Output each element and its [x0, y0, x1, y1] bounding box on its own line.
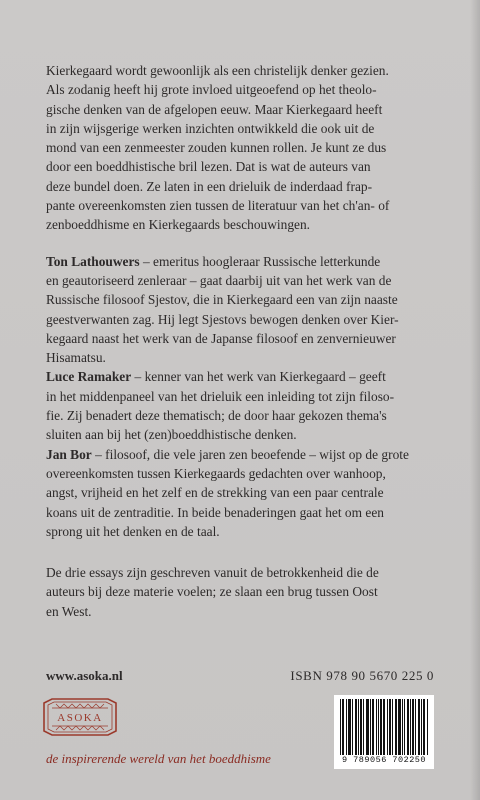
author-name: Luce Ramaker: [46, 369, 132, 385]
logo-text: ASOKA: [57, 712, 103, 724]
author-paragraph-lathouwers: Ton Lathouwers – emeritus hoogleraar Russische letterkunde en geautoriseerd zenleraar – gaat daarbij uit van het werk van de Russische filosoof Sjestov, die in Kierkegaard een van zijn naaste geestverwanten zag. Hij legt Sjestovs bewogen denken over Kier- kegaard naast het werk van de Japanse filosoof en zenvernieuwer Hisamatsu.: [46, 253, 399, 366]
isbn-number: ISBN 978 90 5670 225 0: [290, 668, 434, 683]
author-name: Jan Bor: [46, 446, 92, 462]
publisher-website[interactable]: www.asoka.nl: [46, 668, 123, 683]
closing-paragraph: De drie essays zijn geschreven vanuit de betrokkenheid die de auteurs bij deze materie voelen; ze slaan een brug tussen Oost en West.: [46, 565, 379, 619]
author-paragraph-bor: Jan Bor – filosoof, die vele jaren zen beoefende – wijst op de grote overeenkomsten tussen Kierkegaards gedachten over wanhoop, angst, vrijheid en het zelf en de strekking van een paar centrale koans uit de zentraditie. In beide benaderingen gaat het om een sprong uit het denken en de taal.: [46, 446, 409, 539]
barcode-digits: 9 789056 702250: [341, 755, 426, 765]
author-paragraph-ramaker: Luce Ramaker – kenner van het werk van Kierkegaard – geeft in het middenpaneel van het drieluik een inleiding tot zijn filoso- fie. Zij benadert deze thematisch; de door haar gekozen thema's sluiten aan bij het (zen)boeddhistische denken.: [46, 369, 395, 443]
blurb-text: [46, 61, 434, 621]
publisher-tagline: de inspirerende wereld van het boeddhisme: [46, 751, 271, 766]
intro-paragraph: Kierkegaard wordt gewoonlijk als een christelijk denker gezien. Als zodanig heeft hij grote invloed uitgeoefend op het theolo- gische denken van de afgelopen eeuw. Maar Kierkegaard heeft in zijn wijsgerige werken inzichten ontwikkeld die ook uit de mond van een zenmeester zouden kunnen rollen. Je kunt ze dus door een boeddhistische bril lezen. Dat is wat de auteurs van deze bundel doen. Ze laten in een drieluik de inderdaad frap- pante overeenkomsten zien tussen de literatuur van het ch'an- of zenboeddhisme en Kierkegaards beschouwingen.: [46, 63, 390, 233]
isbn-barcode: [334, 695, 434, 769]
asoka-logo-icon: [42, 697, 118, 737]
barcode-bars-icon: [340, 699, 428, 755]
author-name: Ton Lathouwers: [46, 253, 140, 269]
